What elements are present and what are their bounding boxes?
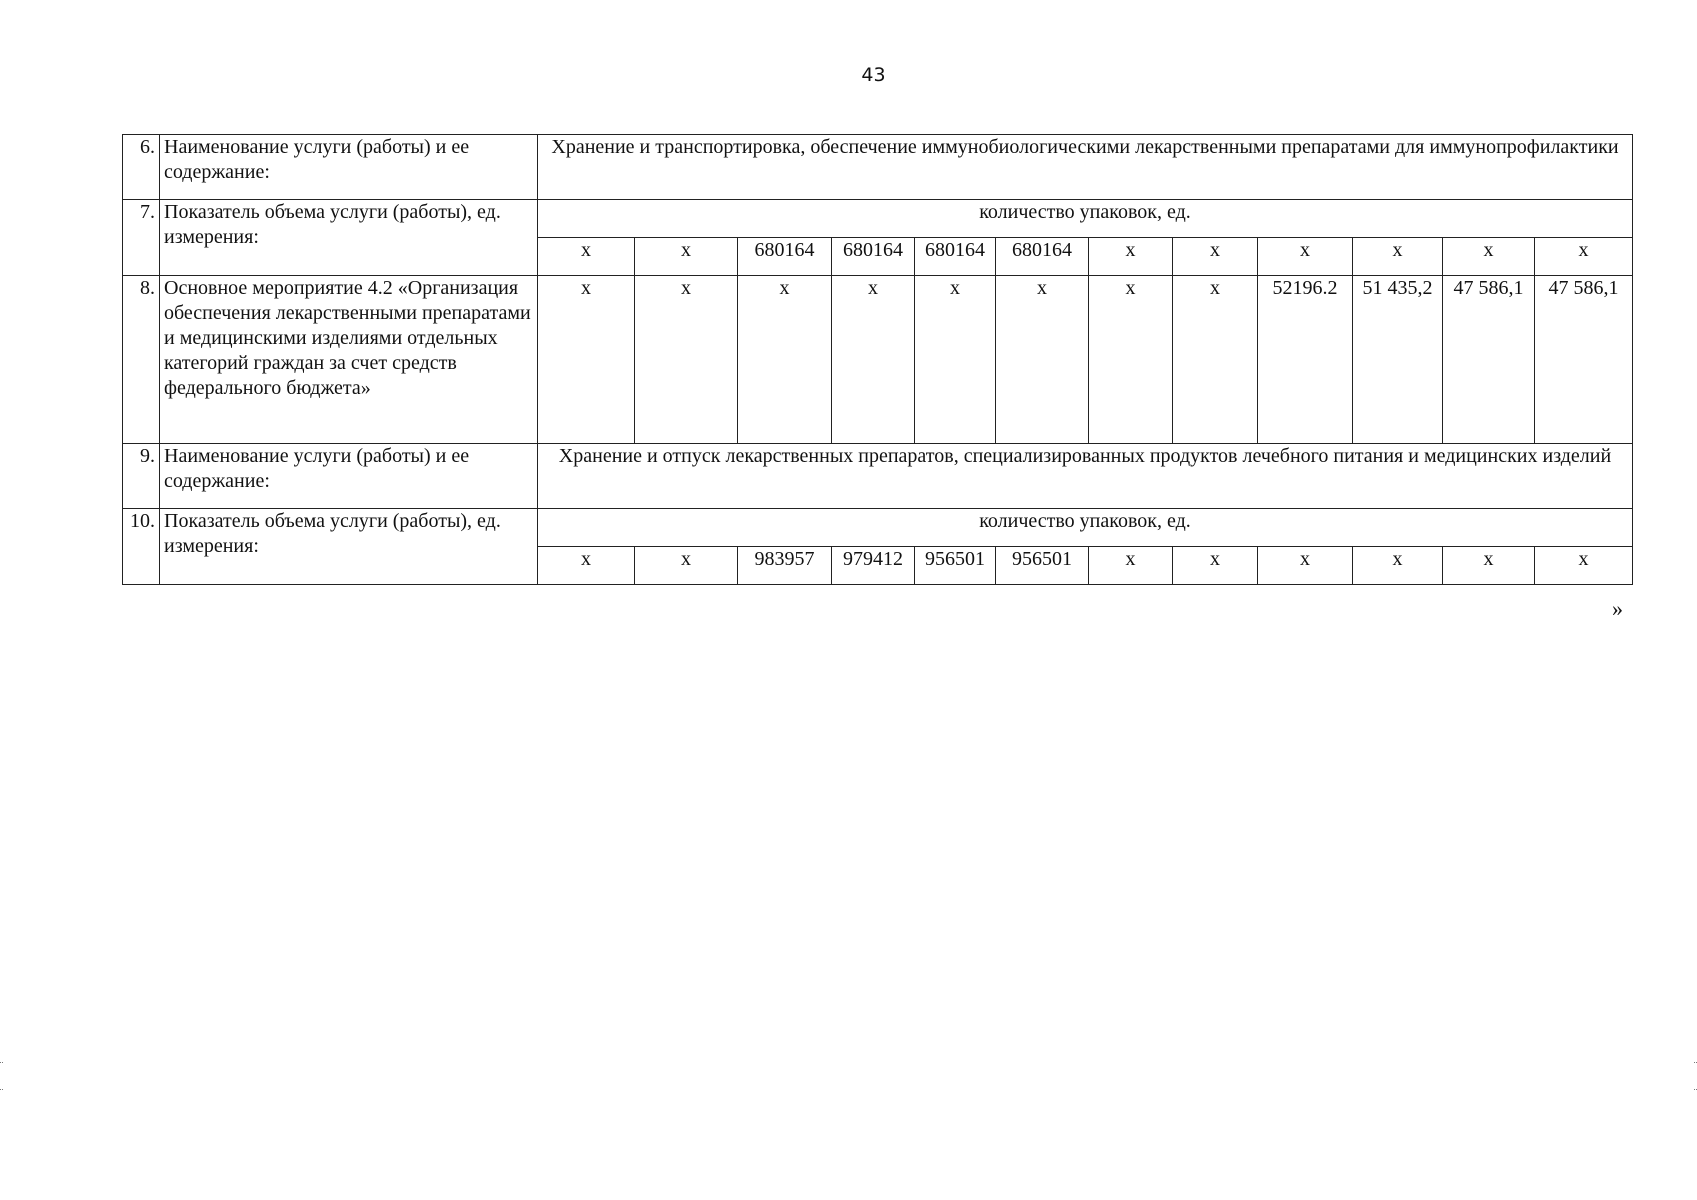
value-cell: х <box>1353 238 1443 276</box>
table-row <box>123 135 1633 200</box>
value-cell: х <box>635 276 738 444</box>
row-number: 7. <box>123 200 160 276</box>
page-number: 43 <box>861 64 886 86</box>
value-cell: 983957 <box>738 547 832 585</box>
table-row <box>123 509 1633 547</box>
value-cell: 979412 <box>832 547 915 585</box>
value-cell: 680164 <box>915 238 996 276</box>
row-label: Показатель объема услуги (работы), ед. измерения: <box>160 509 538 585</box>
row-number: 9. <box>123 444 160 509</box>
value-cell: 47 586,1 <box>1535 276 1633 444</box>
value-cell: х <box>1173 238 1258 276</box>
row-label: Наименование услуги (работы) и ее содержание: <box>160 444 538 509</box>
value-cell: х <box>1173 547 1258 585</box>
row-label: Основное мероприятие 4.2 «Организация обеспечения лекарственными препаратами и медицинскими изделиями отдельных категорий граждан за счет средств федерального бюджета» <box>160 276 538 444</box>
value-cell: х <box>915 276 996 444</box>
value-cell: х <box>1535 238 1633 276</box>
value-cell: х <box>1258 238 1353 276</box>
row-number: 10. <box>123 509 160 585</box>
row-label: Наименование услуги (работы) и ее содержание: <box>160 135 538 200</box>
value-cell: х <box>1089 238 1173 276</box>
value-cell: 47 586,1 <box>1443 276 1535 444</box>
value-cell: х <box>738 276 832 444</box>
value-cell: 956501 <box>996 547 1089 585</box>
value-cell: 680164 <box>738 238 832 276</box>
service-name: Хранение и отпуск лекарственных препаратов, специализированных продуктов лечебного питания и медицинских изделий <box>538 444 1633 509</box>
value-cell: х <box>538 276 635 444</box>
value-cell: х <box>1089 276 1173 444</box>
value-cell: 680164 <box>832 238 915 276</box>
program-table <box>122 134 1633 585</box>
value-cell: х <box>538 238 635 276</box>
service-name: Хранение и транспортировка, обеспечение иммунобиологическими лекарственными препаратами для иммунопрофилактики <box>538 135 1633 200</box>
row-label: Показатель объема услуги (работы), ед. измерения: <box>160 200 538 276</box>
row-number: 6. <box>123 135 160 200</box>
unit-of-measure: количество упаковок, ед. <box>538 509 1633 547</box>
value-cell: 51 435,2 <box>1353 276 1443 444</box>
table-row <box>123 200 1633 238</box>
value-cell: х <box>635 547 738 585</box>
table-row <box>123 276 1633 444</box>
value-cell: х <box>1535 547 1633 585</box>
value-cell: 680164 <box>996 238 1089 276</box>
value-cell: х <box>1443 547 1535 585</box>
value-cell: х <box>1173 276 1258 444</box>
value-cell: х <box>538 547 635 585</box>
value-cell: 956501 <box>915 547 996 585</box>
row-number: 8. <box>123 276 160 444</box>
value-cell: х <box>996 276 1089 444</box>
value-cell: х <box>1353 547 1443 585</box>
closing-quote-mark: » <box>1612 596 1623 621</box>
value-cell: х <box>1089 547 1173 585</box>
value-cell: х <box>1258 547 1353 585</box>
value-cell: х <box>1443 238 1535 276</box>
scan-margin-mark <box>0 1062 3 1090</box>
value-cell: х <box>635 238 738 276</box>
unit-of-measure: количество упаковок, ед. <box>538 200 1633 238</box>
value-cell: х <box>832 276 915 444</box>
table-row <box>123 444 1633 509</box>
value-cell: 52196.2 <box>1258 276 1353 444</box>
